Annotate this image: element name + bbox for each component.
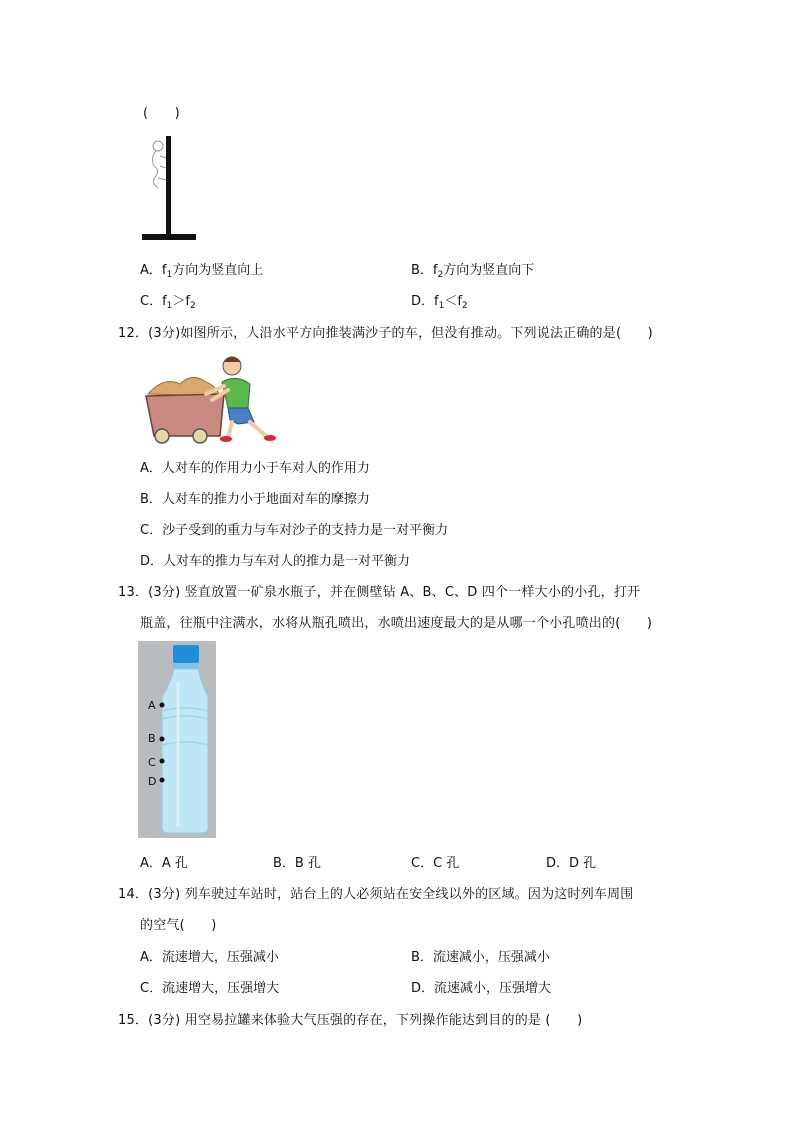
q11-pole-figure [138,132,200,244]
q13-option-a[interactable]: A．A 孔 [140,856,188,871]
cart-wheel-left [155,429,169,443]
q12-option-d[interactable]: D．人对车的推力与车对人的推力是一对平衡力 [140,554,411,569]
hole-label-c: C [148,756,156,769]
hole-label-b: B [148,732,156,745]
pole-base [142,234,196,240]
q13-option-d[interactable]: D．D 孔 [546,856,597,871]
q12-option-b[interactable]: B．人对车的推力小于地面对车的摩擦力 [140,492,370,507]
bottle-body [162,669,208,833]
hole-b-dot [160,737,165,742]
q14-stem-line2: 的空气( ) [140,918,217,933]
q15-stem: 15．(3分) 用空易拉罐来体验大气压强的存在，下列操作能达到目的的是 ( ) [118,1013,583,1028]
q12-stem: 12．(3分)如图所示，人沿水平方向推装满沙子的车，但没有推动。下列说法正确的是( ) [118,326,653,341]
q14-option-d[interactable]: D．流速减小，压强增大 [411,981,552,996]
hole-label-a: A [148,699,156,712]
climber-sketch [152,141,166,188]
hole-a-dot [160,703,165,708]
q11-option-b[interactable]: B．$f_2$方向为竖直向下 [411,263,535,280]
cart-wheel-right [193,429,207,443]
q11-option-d[interactable]: D．$f_1<f_2$ [411,294,468,311]
pole [166,136,171,236]
hole-c-dot [160,759,165,764]
q13-option-b[interactable]: B．B 孔 [273,856,321,871]
q13-stem-line2: 瓶盖，往瓶中注满水，水将从瓶孔喷出，水喷出速度最大的是从哪一个小孔喷出的( ) [140,616,653,631]
q14-option-c[interactable]: C．流速增大，压强增大 [140,981,280,996]
q11-option-a[interactable]: A．$f_1$方向为竖直向上 [140,263,264,280]
q12-option-a[interactable]: A．人对车的作用力小于车对人的作用力 [140,461,370,476]
q13-bottle-figure [138,641,216,838]
q11-option-c[interactable]: C．$f_1>f_2$ [140,294,196,311]
q12-cart-figure [140,350,282,446]
q11-answer-bracket: ( ) [143,106,180,121]
hole-d-dot [160,778,165,783]
q13-stem-line1: 13．(3分) 竖直放置一矿泉水瓶子，并在侧壁钻 A、B、C、D 四个一样大小的小孔，打开 [118,585,641,600]
hole-label-d: D [148,775,157,788]
q14-option-b[interactable]: B．流速减小，压强减小 [411,950,550,965]
q14-option-a[interactable]: A．流速增大，压强减小 [140,950,279,965]
q13-option-c[interactable]: C．C 孔 [411,856,460,871]
q12-option-c[interactable]: C．沙子受到的重力与车对沙子的支持力是一对平衡力 [140,523,449,538]
q14-stem-line1: 14．(3分) 列车驶过车站时，站台上的人必须站在安全线以外的区域。因为这时列车周围 [118,887,634,902]
bottle-cap [173,645,199,663]
